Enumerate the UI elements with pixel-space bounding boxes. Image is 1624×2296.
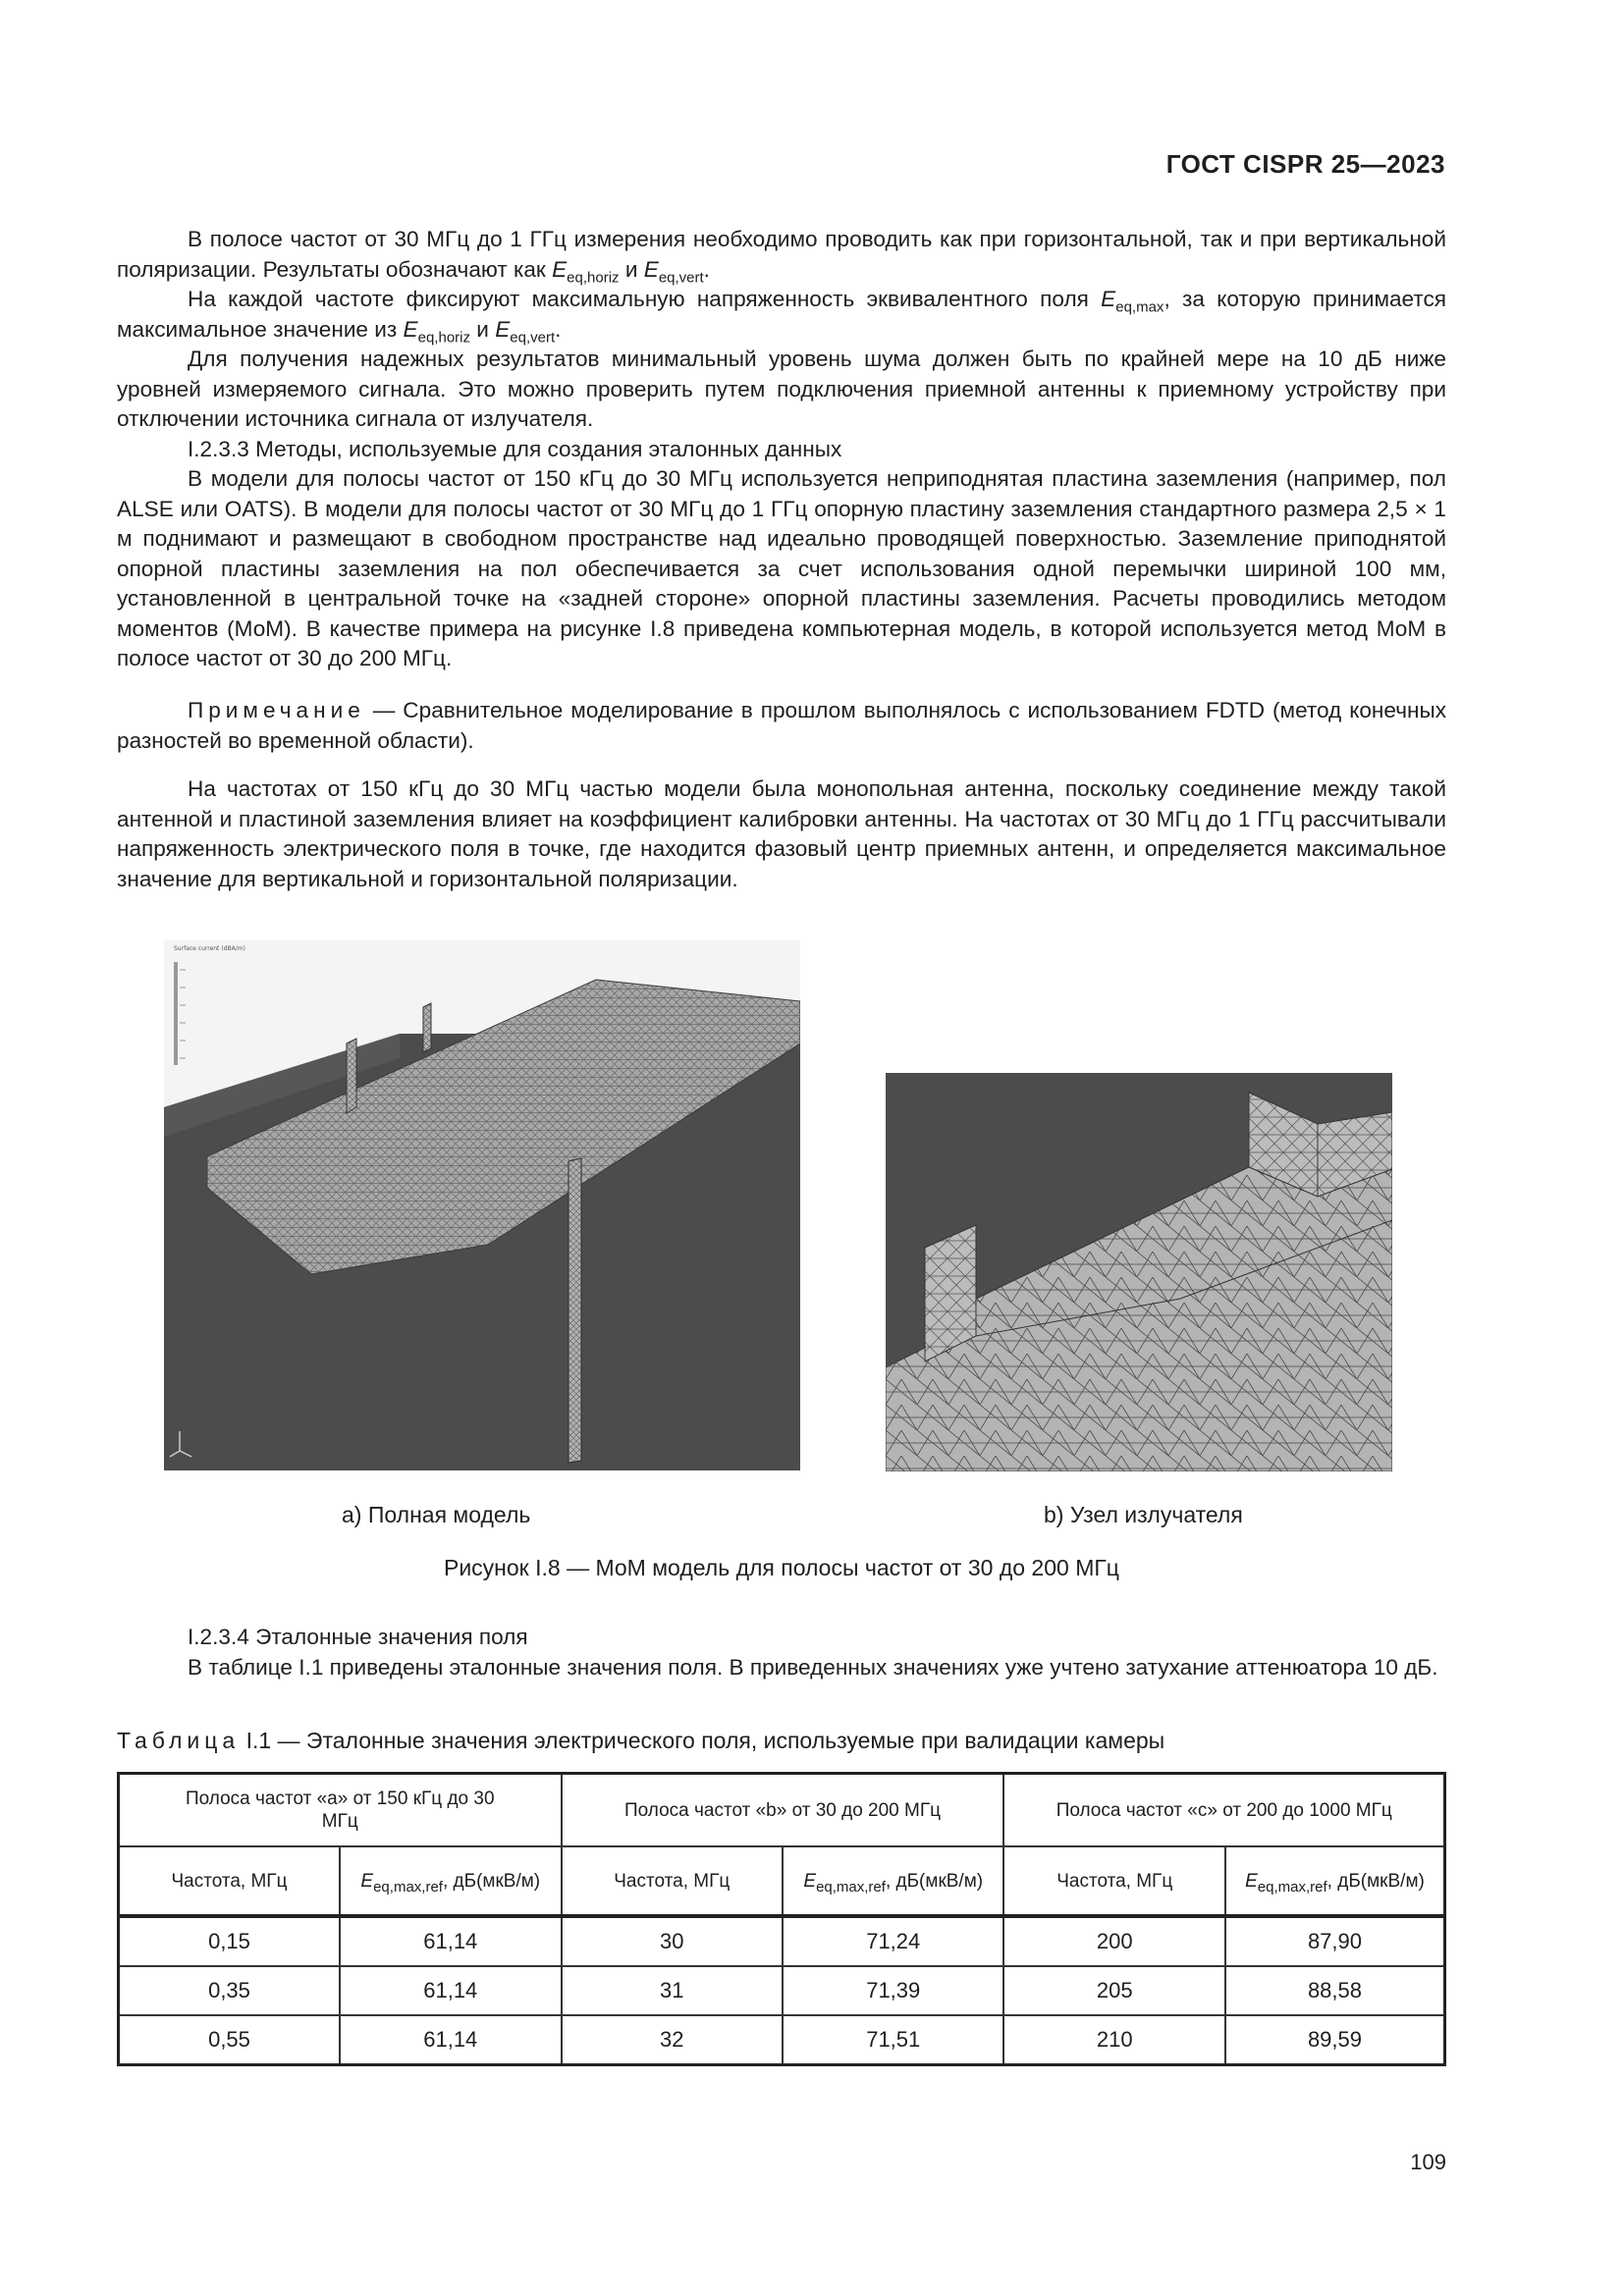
table-band-header-row xyxy=(119,1774,1445,1847)
paragraph-table-intro: В таблице I.1 приведены эталонные значения поля. В приведенных значениях уже учтено затухание аттенюатора 10 дБ. xyxy=(188,1654,1438,1680)
note-text: — Сравнительное моделирование в прошлом выполнялось с использованием FDTD (метод конечных разностей во временной области). xyxy=(117,698,1446,753)
col-e-b: $E_{eq,max,ref}$, дБ(мкВ/м) xyxy=(783,1846,1004,1916)
paragraph-noise-floor: Для получения надежных результатов минимальный уровень шума должен быть по крайней мере на 10 дБ ниже уровней измеряемого сигнала. Это можно проверить путем подключения приемной антенны к приемному устройству при отключении источника сигнала от излучателя. xyxy=(117,347,1446,431)
reference-field-table xyxy=(117,1772,1446,2066)
ground-strap xyxy=(568,1158,581,1463)
paragraph-max-field: На каждой частоте фиксируют максимальную напряженность эквивалентного поля $E_{eq,max}$, за которую принимается максимальное значение из $E_{eq,horiz}$ и $E_{eq,vert}$. xyxy=(117,287,1446,347)
col-freq-c: Частота, МГц xyxy=(1003,1846,1224,1916)
body-text-monopole xyxy=(117,774,1446,894)
radiator-element xyxy=(347,1039,356,1113)
section-heading-1233: I.2.3.3 Методы, используемые для создания эталонных данных xyxy=(188,436,842,461)
legend-title: Surface current (dBA/m) xyxy=(174,945,245,952)
paragraph-monopole: На частотах от 150 кГц до 30 МГц частью модели была монопольная антенна, поскольку соединение между такой антенной и пластиной заземления влияет на коэффициент калибровки антенны. На частотах от 30 МГц до 1 ГГц рассчитывали напряженность электрического поля в точке, где находится фазовый центр приемных антенн, и определяется максимальное значение для вертикальной и горизонтальной поляризации. xyxy=(117,776,1446,891)
caption-b: b) Узел излучателя xyxy=(1044,1502,1243,1527)
table-row: 0,55 61,14 32 71,51 210 89,59 xyxy=(119,2015,1445,2065)
band-b-header: Полоса частот «b» от 30 до 200 МГц xyxy=(562,1774,1004,1847)
caption-a: a) Полная модель xyxy=(342,1502,531,1527)
table-row: 0,15 61,14 30 71,24 200 87,90 xyxy=(119,1916,1445,1966)
figure-full-model xyxy=(164,940,800,1470)
col-freq-a: Частота, МГц xyxy=(119,1846,341,1916)
paragraph-methods: В модели для полосы частот от 150 кГц до 30 МГц используется неприподнятая пластина заземления (например, пол ALSE или OATS). В модели для полосы частот от 30 МГц до 1 ГГц опорную пластину заземления стандартного размера 2,5 × 1 м поднимают и размещают в свободном пространстве над идеально проводящей поверхностью. Заземление приподнятой опорной пластины заземления на пол обеспечивается за счет использования одной перемычки шириной 100 мм, установленной в центральной точке на «задней стороне» опорной пластины заземления. Расчеты проводились методом моментов (МоМ). В качестве примера на рисунке I.8 приведена компьютерная модель, в которой используется метод МоМ в полосе частот от 30 до 200 МГц. xyxy=(117,466,1446,670)
table-column-header-row xyxy=(119,1846,1445,1916)
note-label: Примечание xyxy=(188,698,365,722)
band-c-header: Полоса частот «c» от 200 до 1000 МГц xyxy=(1003,1774,1444,1847)
document-header: ГОСТ CISPR 25—2023 xyxy=(1165,149,1445,179)
note-block xyxy=(117,696,1446,756)
paragraph-polarization: В полосе частот от 30 МГц до 1 ГГц измерения необходимо проводить как при горизонтальной, так и при вертикальной поляризации. Результаты обозначают как $E_{eq,horiz}$ и $E_{eq,vert}$. xyxy=(117,227,1446,287)
body-text-reference xyxy=(117,1623,1446,1682)
section-heading-1234: I.2.3.4 Эталонные значения поля xyxy=(188,1625,528,1649)
col-e-c: $E_{eq,max,ref}$, дБ(мкВ/м) xyxy=(1225,1846,1445,1916)
table-row: 0,35 61,14 31 71,39 205 88,58 xyxy=(119,1966,1445,2015)
col-freq-b: Частота, МГц xyxy=(562,1846,783,1916)
table-caption: Таблица I.1 — Эталонные значения электрического поля, используемые при валидации камеры xyxy=(117,1728,1165,1753)
body-text-top xyxy=(117,225,1446,674)
page-number: 109 xyxy=(1410,2150,1446,2174)
figure-radiator-node xyxy=(886,1073,1392,1471)
col-e-a: $E_{eq,max,ref}$, дБ(мкВ/м) xyxy=(340,1846,562,1916)
band-a-header: Полоса частот «a» от 150 кГц до 30 МГц xyxy=(119,1774,562,1847)
figure-title: Рисунок I.8 — МоМ модель для полосы частот от 30 до 200 МГц xyxy=(443,1555,1119,1580)
